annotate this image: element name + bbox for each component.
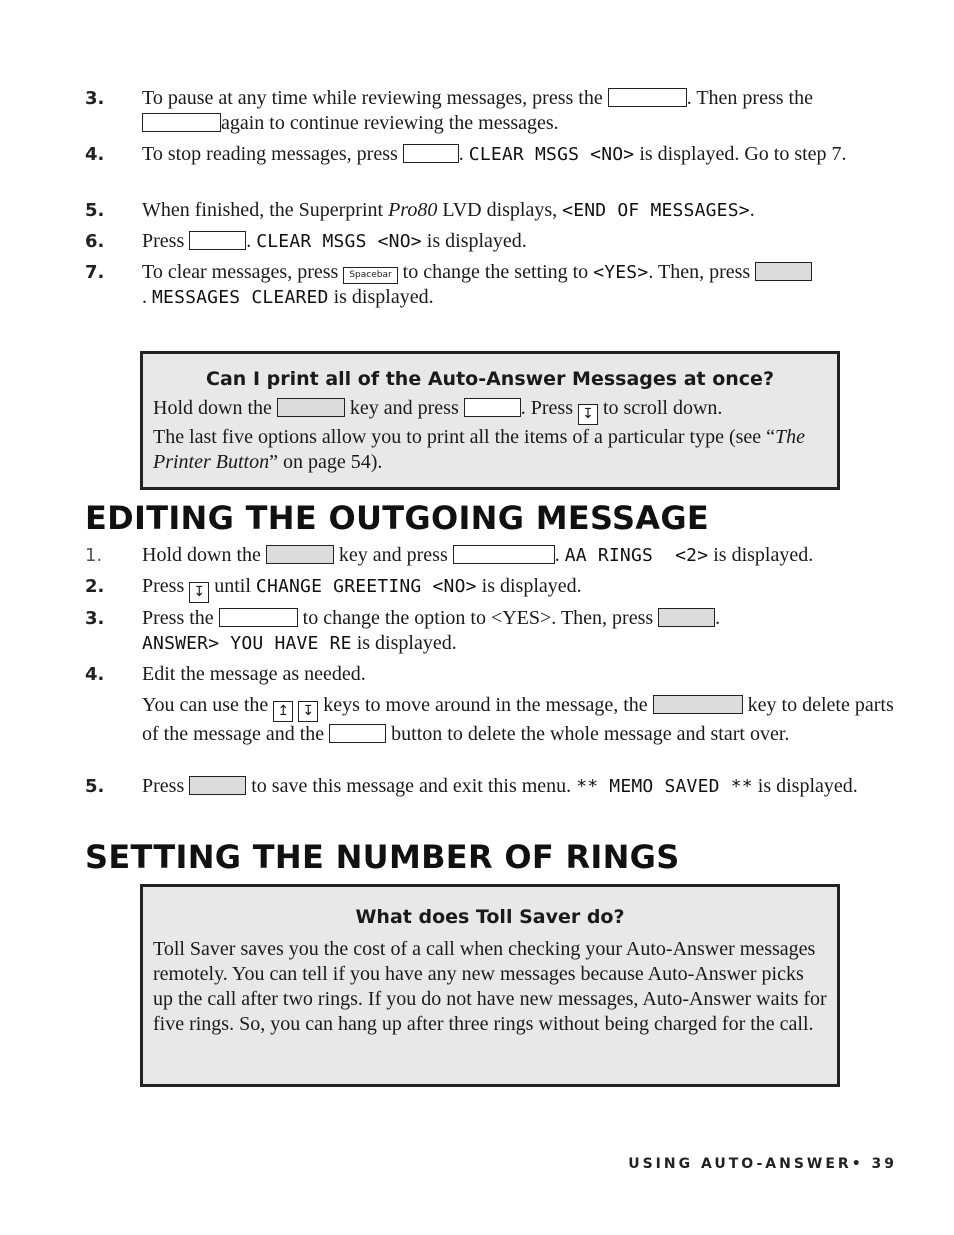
enter-key [189,776,246,795]
step-text: key and press [338,544,448,566]
step-number: 3. [85,88,105,109]
tip-box [140,351,840,490]
step-item [85,229,900,254]
scroll-down-icon: ↧ [578,404,598,425]
tip-body: Toll Saver saves you the cost of a call when checking your Auto-Answer messages remotely. You can tell if you have any new messages because Auto-Answer picks up the call after two rings. If you do not have new messages, Auto-Answer waits for five rings. So, you can hang up after three rings without being charged for the call. [153,938,827,1035]
step-number: 5. [85,200,105,221]
step-number: 5. [85,776,105,797]
print-key [464,398,521,417]
step-text: LVD displays, [442,199,558,221]
spacebar-key: Spacebar [343,267,397,284]
step-number: 4. [85,664,105,685]
function-key [266,545,334,564]
step-text: Hold down the [142,544,261,566]
lcd-text: <END OF MESSAGES> [562,200,750,221]
menu-key [189,231,246,250]
step-item [85,260,900,310]
scroll-up-icon: ↥ [273,701,293,722]
pause-key [608,88,687,107]
step-number: 6. [85,231,105,252]
step-text: to change the option to <YES>. Then, press [302,607,654,629]
step-item [85,606,900,656]
step-item [85,543,900,568]
step-item [85,574,900,603]
step-text: . Then, press [648,261,751,283]
step-text: . [458,143,464,165]
step-text: . [246,230,252,252]
lcd-text: ANSWER> YOU HAVE RE [142,633,352,654]
pause-key [142,113,221,132]
spacebar-key [219,608,298,627]
step-text: . Then press the [686,87,813,109]
step-text: . [749,199,755,221]
step-text: is displayed. [356,632,457,654]
step-text: Press [142,575,185,597]
stop-key [403,144,459,163]
step-text: . [142,286,147,308]
lcd-text: <YES> [593,262,649,283]
tip-text: key and press [349,397,459,419]
step-item [85,86,900,136]
step-text: is displayed. Go to step 7. [639,143,847,165]
enter-key [755,262,812,281]
step-text: to change the setting to [402,261,589,283]
step-text: is displayed. [426,230,527,252]
section-heading: EDITING THE OUTGOING MESSAGE [85,499,710,537]
function-key [277,398,345,417]
step-text: . [715,607,721,629]
tip-box [140,884,840,1087]
step-text: When finished, the Superprint [142,199,384,221]
step-text: You can use the [142,694,269,716]
step-text: To pause at any time while reviewing messages, press the [142,87,603,109]
page-footer: USING AUTO-ANSWER• 39 [628,1156,897,1172]
step-number: 7. [85,262,105,283]
tip-text: The last five options allow you to print all the items of a particular type (see “ [153,426,776,448]
lcd-text: CHANGE GREETING <NO> [255,576,477,597]
answer-key [453,545,555,564]
step-text: Press the [142,607,214,629]
scroll-down-icon: ↧ [189,582,209,603]
lcd-text: MESSAGES CLEARED [152,287,329,308]
step-text: is displayed. [713,544,814,566]
lcd-text: AA RINGS <2> [564,545,709,566]
step-text: To stop reading messages, press [142,143,398,165]
tip-title: What does Toll Saver do? [355,906,625,928]
lcd-text: ** MEMO SAVED ** [576,776,753,797]
tip-reference: The Printer Button [153,426,806,473]
step-text: Press [142,230,185,252]
step-text: keys to move around in the message, the [323,694,648,716]
step-text: again to continue reviewing the messages. [221,112,559,134]
step-number: 3. [85,608,105,629]
step-text: button to delete the whole message and start over. [391,723,790,745]
lcd-text: CLEAR MSGS <NO> [468,144,635,165]
step-item [85,198,900,223]
step-number: 4. [85,144,105,165]
delete-key [653,695,743,714]
tip-text: . Press [520,397,573,419]
step-number: 2. [85,576,105,597]
enter-key [658,608,715,627]
step-text: key to delete parts of the message and the [142,694,894,745]
model-name: Pro80 [388,199,438,221]
step-text: To clear messages, press [142,261,339,283]
step-text: is displayed. [481,575,582,597]
tip-body [143,396,837,475]
step-text: . [554,544,560,566]
scroll-down-icon: ↧ [298,701,318,722]
step-text: Edit the message as needed. [142,663,366,685]
step-item [85,662,900,747]
tip-title: Can I print all of the Auto-Answer Messages at once? [206,368,774,390]
step-paragraph [142,693,900,747]
tip-text: Hold down the [153,397,272,419]
step-number: 1. [85,545,103,566]
lcd-text: CLEAR MSGS <NO> [256,231,422,252]
section-heading: SETTING THE NUMBER OF RINGS [85,838,680,876]
step-text: is displayed. [333,286,434,308]
clear-key [329,724,386,743]
step-text: is displayed. [757,775,858,797]
step-text: Press [142,775,185,797]
step-text: to save this message and exit this menu. [251,775,572,797]
step-text: until [214,575,251,597]
step-item [85,142,900,167]
tip-text: ” on page 54). [269,451,383,473]
step-item [85,774,900,799]
tip-text: to scroll down. [602,397,723,419]
